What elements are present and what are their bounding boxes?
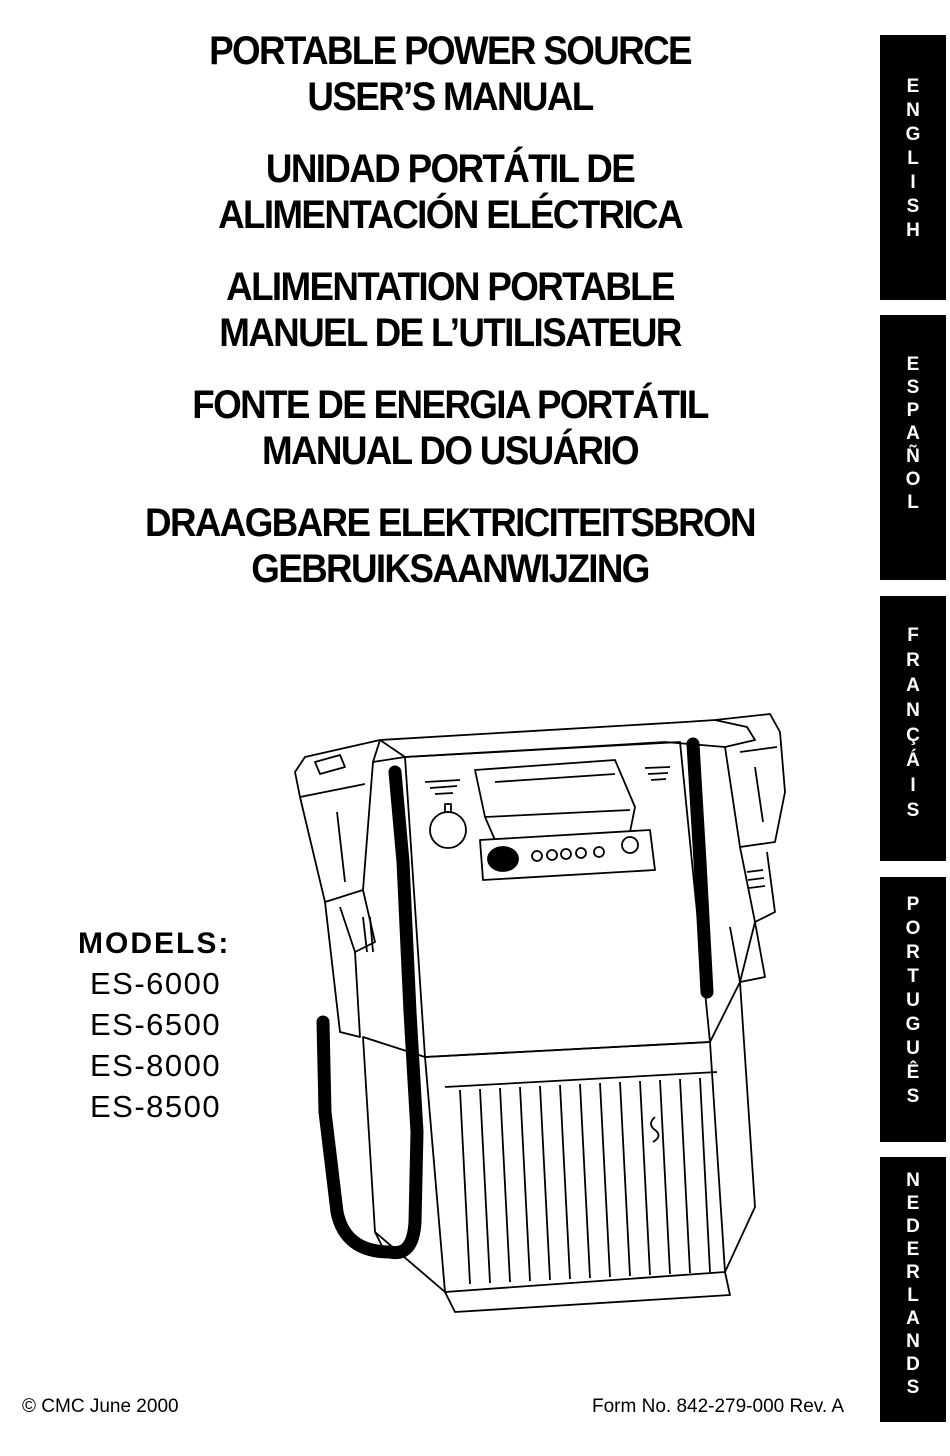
title-dutch bbox=[0, 500, 900, 592]
tab-letter: Ê bbox=[906, 1062, 920, 1083]
title-french bbox=[0, 264, 900, 356]
title-english bbox=[0, 28, 900, 120]
tab-letter: N bbox=[906, 100, 920, 121]
tab-letter: O bbox=[905, 918, 921, 939]
tab-letter: R bbox=[906, 650, 920, 671]
tab-portugues[interactable] bbox=[880, 877, 946, 1142]
tab-letter: A bbox=[906, 675, 920, 696]
tab-letter: N bbox=[906, 700, 920, 721]
tab-letter: D bbox=[906, 1216, 920, 1237]
title-spanish bbox=[0, 146, 900, 238]
form-number: Form No. 842-279-000 Rev. A bbox=[592, 1396, 845, 1417]
title-line: FONTE DE ENERGIA PORTÁTIL bbox=[192, 383, 708, 427]
tab-letter: I bbox=[910, 775, 916, 796]
models-list bbox=[78, 925, 278, 1127]
title-line: UNIDAD PORTÁTIL DE bbox=[265, 147, 635, 191]
tab-letter: U bbox=[906, 990, 920, 1011]
tab-letter: N bbox=[906, 1170, 920, 1191]
title-line: MANUAL DO USUÁRIO bbox=[262, 429, 638, 473]
model-item: ES-6500 bbox=[90, 1007, 222, 1042]
tab-nederlands[interactable] bbox=[880, 1157, 946, 1422]
tab-letter: E bbox=[906, 76, 920, 97]
tab-letter: P bbox=[906, 400, 920, 421]
title-line: DRAAGBARE ELEKTRICITEITSBRON bbox=[145, 501, 755, 545]
tab-letter: E bbox=[906, 1193, 920, 1214]
tab-letter: L bbox=[907, 148, 919, 169]
tab-letter: F bbox=[907, 625, 919, 646]
tab-letter: P bbox=[906, 894, 920, 915]
tab-letter: O bbox=[905, 469, 921, 490]
tab-letter: G bbox=[905, 1014, 921, 1035]
tab-letter: D bbox=[906, 1354, 920, 1375]
title-line: GEBRUIKSAANWIJZING bbox=[251, 547, 649, 591]
language-tabs bbox=[880, 0, 950, 1456]
title-line: PORTABLE POWER SOURCE bbox=[209, 29, 691, 73]
tab-letter: S bbox=[906, 377, 920, 398]
tab-letter: S bbox=[906, 1086, 920, 1107]
tab-letter: R bbox=[906, 942, 920, 963]
tab-letter: I bbox=[910, 172, 916, 193]
tab-letter: Ç bbox=[906, 725, 920, 746]
models-heading: MODELS: bbox=[78, 927, 231, 960]
model-item: ES-8500 bbox=[90, 1089, 222, 1124]
model-item: ES-6000 bbox=[90, 966, 222, 1001]
tab-letter: T bbox=[907, 966, 919, 987]
tab-letter: N bbox=[906, 1331, 920, 1352]
tab-letter: Á bbox=[906, 750, 920, 771]
tab-letter: R bbox=[906, 1262, 920, 1283]
tab-letter: E bbox=[906, 1239, 920, 1260]
tab-letter: A bbox=[906, 1308, 920, 1329]
title-line: MANUEL DE L’UTILISATEUR bbox=[219, 311, 681, 355]
title-line: ALIMENTACIÓN ELÉCTRICA bbox=[218, 193, 682, 237]
power-source-illustration bbox=[285, 712, 790, 1317]
tab-letter: S bbox=[906, 196, 920, 217]
title-line: ALIMENTATION PORTABLE bbox=[226, 265, 674, 309]
tab-espanol[interactable] bbox=[880, 315, 946, 580]
tab-letter: S bbox=[906, 1377, 920, 1398]
title-line: USER’S MANUAL bbox=[307, 75, 593, 119]
tab-letter: L bbox=[907, 1285, 919, 1306]
tab-letter: E bbox=[906, 354, 920, 375]
tab-letter: H bbox=[906, 220, 920, 241]
tab-letter: Ñ bbox=[906, 446, 920, 467]
tab-letter: A bbox=[906, 423, 920, 444]
tab-english[interactable] bbox=[880, 35, 946, 300]
copyright-notice: © CMC June 2000 bbox=[22, 1396, 179, 1417]
tab-letter: S bbox=[906, 800, 920, 821]
tab-letter: L bbox=[907, 492, 919, 513]
tab-francais[interactable] bbox=[880, 596, 946, 861]
model-item: ES-8000 bbox=[90, 1048, 222, 1083]
tab-letter: U bbox=[906, 1038, 920, 1059]
title-stack bbox=[0, 28, 900, 618]
tab-letter: G bbox=[905, 124, 921, 145]
title-portuguese bbox=[0, 382, 900, 474]
